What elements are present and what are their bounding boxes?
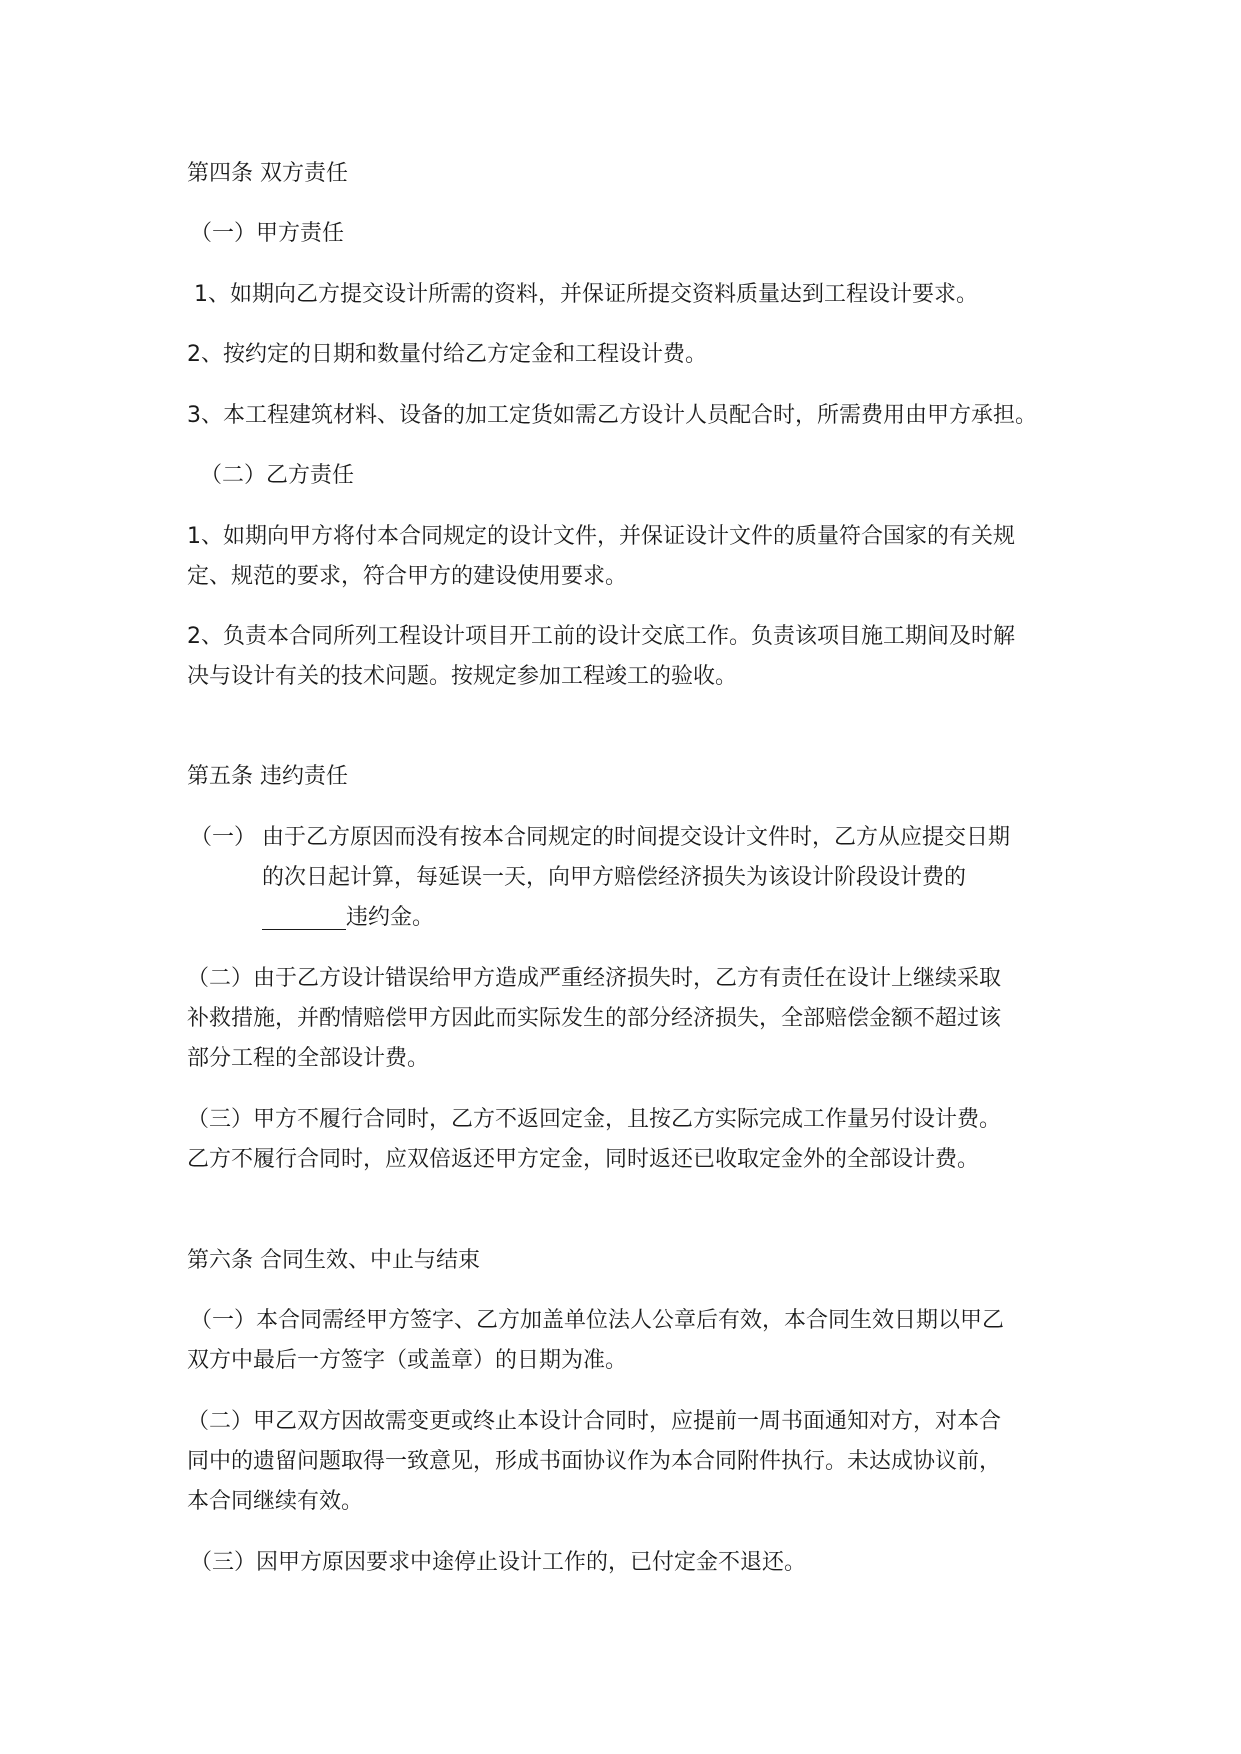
section-heading: （二）乙方责任 <box>200 463 355 488</box>
paragraph-line: 同中的遗留问题取得一致意见，形成书面协议作为本合同附件执行。未达成协议前， <box>187 1449 1002 1474</box>
paragraph-line: 定、规范的要求，符合甲方的建设使用要求。 <box>187 564 628 589</box>
paragraph-line: 本合同继续有效。 <box>187 1489 364 1514</box>
paragraph-line: 1、如期向乙方提交设计所需的资料，并保证所提交资料质量达到工程设计要求。 <box>194 282 978 307</box>
paragraph-line: 2、按约定的日期和数量付给乙方定金和工程设计费。 <box>187 342 707 367</box>
article-title: 第五条 违约责任 <box>187 764 348 789</box>
paragraph-line: 双方中最后一方签字（或盖章）的日期为准。 <box>187 1348 628 1373</box>
paragraph-line: 补救措施，并酌情赔偿甲方因此而实际发生的部分经济损失，全部赔偿金额不超过该 <box>187 1006 1002 1031</box>
paragraph-line: 3、本工程建筑材料、设备的加工定货如需乙方设计人员配合时，所需费用由甲方承担。 <box>187 403 1037 428</box>
paragraph-line: （三）因甲方原因要求中途停止设计工作的，已付定金不退还。 <box>190 1550 807 1575</box>
paragraph-line <box>262 898 434 938</box>
paragraph-line: 乙方不履行合同时，应双倍返还甲方定金，同时返还已收取定金外的全部设计费。 <box>187 1147 980 1172</box>
article-title: 第四条 双方责任 <box>187 161 348 186</box>
clause-label: （一） <box>190 825 257 850</box>
paragraph-line: （一）本合同需经甲方签字、乙方加盖单位法人公章后有效，本合同生效日期以甲乙 <box>190 1308 1005 1333</box>
paragraph-line: （二）由于乙方设计错误给甲方造成严重经济损失时，乙方有责任在设计上继续采取 <box>187 966 1002 991</box>
paragraph-line: （二）甲乙双方因故需变更或终止本设计合同时，应提前一周书面通知对方，对本合 <box>187 1409 1002 1434</box>
paragraph-line: 1、如期向甲方将付本合同规定的设计文件，并保证设计文件的质量符合国家的有关规 <box>187 524 1015 549</box>
paragraph-line: 2、负责本合同所列工程设计项目开工前的设计交底工作。负责该项目施工期间及时解 <box>187 624 1015 649</box>
paragraph-line: 决与设计有关的技术问题。按规定参加工程竣工的验收。 <box>187 664 738 689</box>
section-heading: （一）甲方责任 <box>190 221 345 246</box>
paragraph-line: （三）甲方不履行合同时，乙方不返回定金，且按乙方实际完成工作量另付设计费。 <box>187 1107 1002 1132</box>
article-title: 第六条 合同生效、中止与结束 <box>187 1248 480 1273</box>
paragraph-line: 部分工程的全部设计费。 <box>187 1046 430 1071</box>
fill-in-blank <box>262 901 346 930</box>
paragraph-text: 违约金。 <box>346 905 435 930</box>
paragraph-line: 由于乙方原因而没有按本合同规定的时间提交设计文件时，乙方从应提交日期 <box>262 825 1011 850</box>
paragraph-line: 的次日起计算，每延误一天，向甲方赔偿经济损失为该设计阶段设计费的 <box>262 865 967 890</box>
